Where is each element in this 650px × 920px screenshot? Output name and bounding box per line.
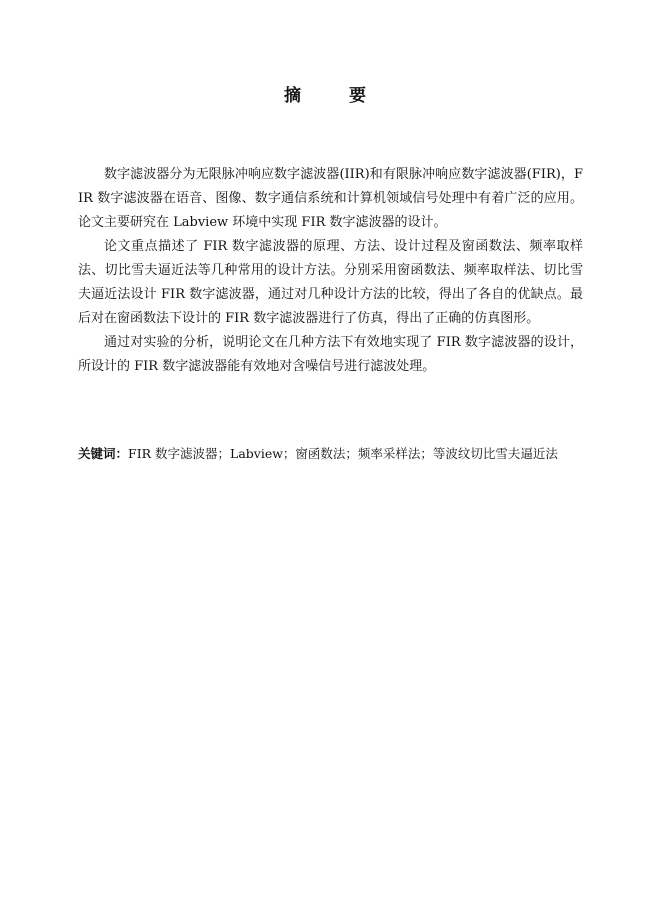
- abstract-paragraph-1: 数字滤波器分为无限脉冲响应数字滤波器(IIR)和有限脉冲响应数字滤波器(FIR)，FIR 数字滤波器在语音、图像、数字通信系统和计算机领域信号处理中有着广泛的应用。论文主要研究在 Labview 环境中实现 FIR 数字滤波器的设计。: [78, 167, 583, 230]
- abstract-body: [78, 163, 583, 379]
- abstract-title: 摘要: [284, 86, 414, 106]
- abstract-paragraph-2: 论文重点描述了 FIR 数字滤波器的原理、方法、设计过程及窗函数法、频率取样法、切比雪夫逼近法等几种常用的设计方法。分别采用窗函数法、频率取样法、切比雪夫逼近法设计 FIR 数字滤波器，通过对几种设计方法的比较，得出了各自的优缺点。最后对在窗函数法下设计的 FIR 数字滤波器进行了仿真，得出了正确的仿真图形。: [78, 239, 583, 326]
- keywords-label: 关键词：: [78, 446, 129, 461]
- abstract-paragraph-3: 通过对实验的分析，说明论文在几种方法下有效地实现了 FIR 数字滤波器的设计，所设计的 FIR 数字滤波器能有效地对含噪信号进行滤波处理。: [78, 335, 583, 374]
- keywords-line: [78, 442, 583, 466]
- keywords-list: FIR 数字滤波器；Labview；窗函数法；频率采样法；等波纹切比雪夫逼近法: [128, 446, 558, 461]
